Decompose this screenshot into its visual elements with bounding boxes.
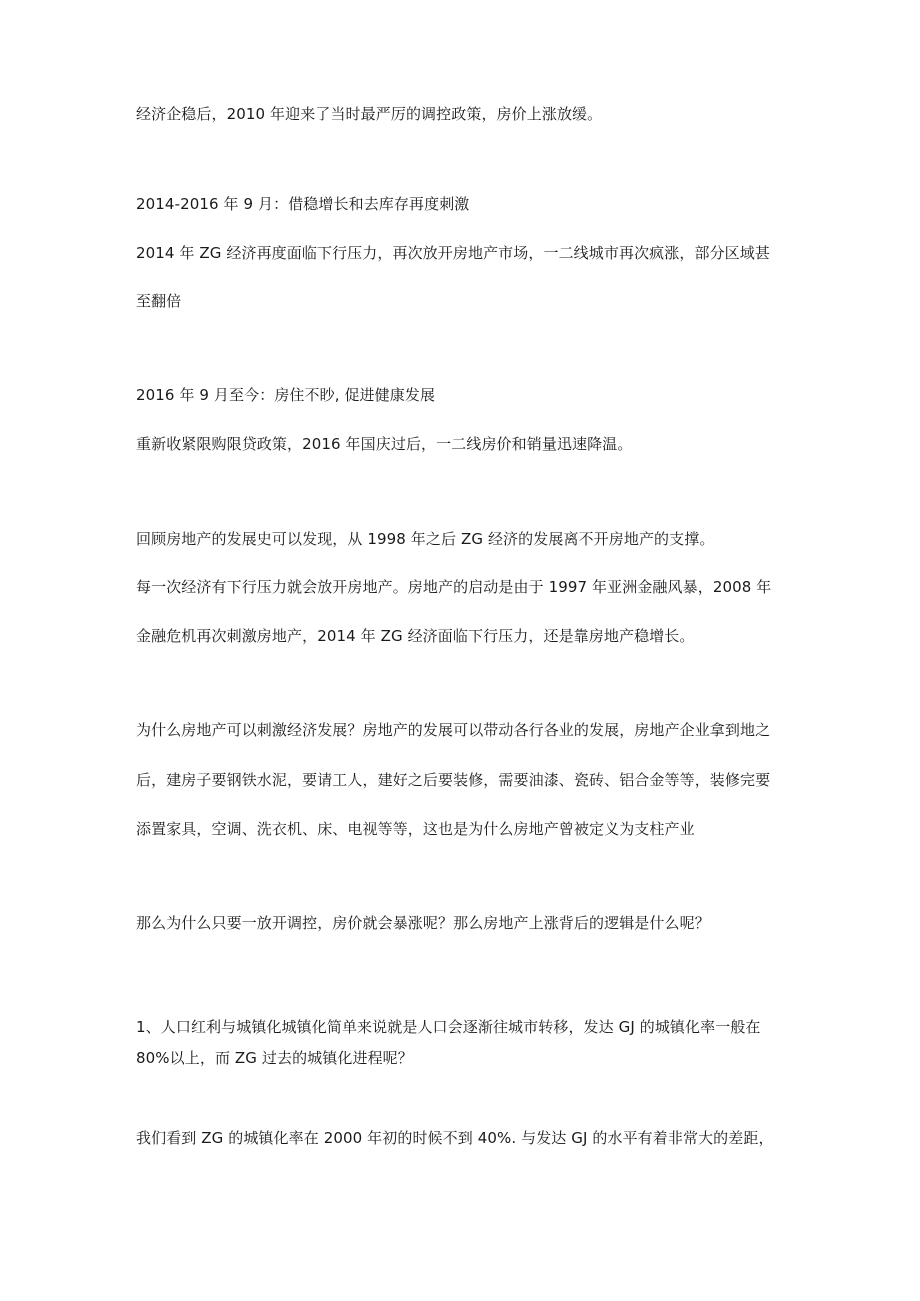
text-line: 后，建房子要钢铁水泥，要请工人，建好之后要装修，需要油漆、瓷砖、铝合金等等，装修完要 xyxy=(136,771,771,789)
text-line: 那么为什么只要一放开调控，房价就会暴涨呢？那么房地产上涨背后的逻辑是什么呢？ xyxy=(136,914,710,932)
text-line: 2014 年 ZG 经济再度面临下行压力，再次放开房地产市场，一二线城市再次疯涨，部分区域甚 xyxy=(136,244,770,262)
text-line: 金融危机再次刺激房地产，2014 年 ZG 经济面临下行压力，还是靠房地产稳增长。 xyxy=(136,627,695,645)
text-line: 回顾房地产的发展史可以发现，从 1998 年之后 ZG 经济的发展离不开房地产的支撑。 xyxy=(136,530,715,548)
text-line: 为什么房地产可以刺激经济发展？房地产的发展可以带动各行各业的发展，房地产企业拿到地之 xyxy=(136,721,771,739)
text-line: 我们看到 ZG 的城镇化率在 2000 年初的时候不到 40%. 与发达 GJ 的水平有着非常大的差距， xyxy=(136,1129,774,1147)
text-line: 添置家具，空调、洗衣机、床、电视等等，这也是为什么房地产曾被定义为支柱产业 xyxy=(136,820,695,838)
text-line: 重新收紧限购限贷政策，2016 年国庆过后，一二线房价和销量迅速降温。 xyxy=(136,435,633,453)
text-line: 经济企稳后，2010 年迎来了当时最严厉的调控政策，房价上涨放缓。 xyxy=(136,105,603,123)
text-line: 至翻倍 xyxy=(136,292,182,310)
section-heading: 2014-2016 年 9 月：借稳增长和去库存再度刺激 xyxy=(136,195,470,213)
text-line: 1、人口红利与城镇化城镇化简单来说就是人口会逐渐往城市转移，发达 GJ 的城镇化率一般在 xyxy=(136,1018,761,1036)
section-heading: 2016 年 9 月至今：房住不眇, 促进健康发展 xyxy=(136,386,436,404)
text-line: 每一次经济有下行压力就会放开房地产。房地产的启动是由于 1997 年亚洲金融风暴，2008 年 xyxy=(136,578,772,596)
text-line: 80%以上，而 ZG 过去的城镇化进程呢？ xyxy=(136,1049,413,1067)
